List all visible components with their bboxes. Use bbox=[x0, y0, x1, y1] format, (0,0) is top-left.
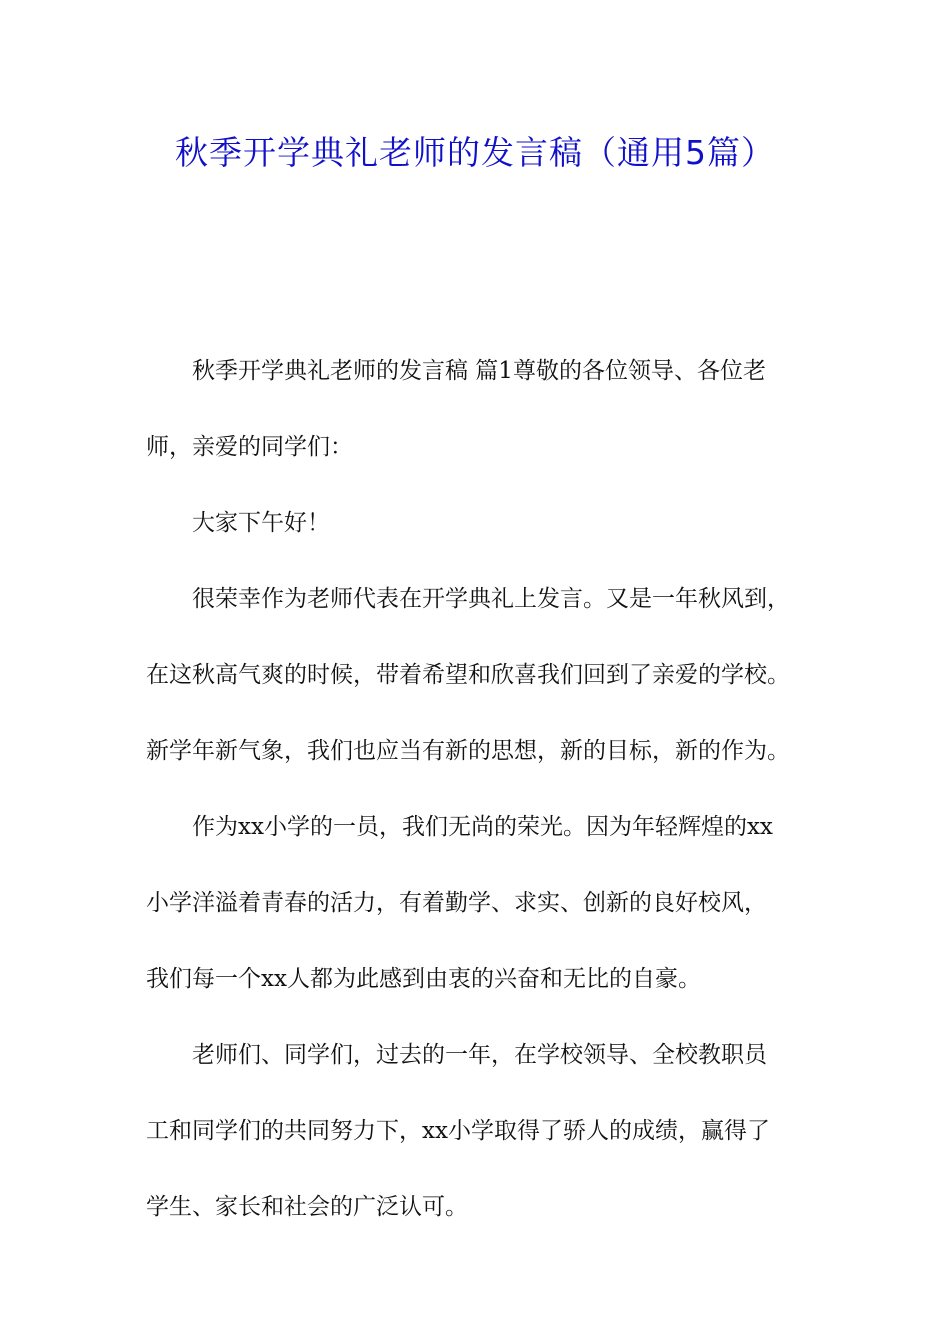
paragraph-3 bbox=[146, 561, 811, 789]
paragraph-line: 很荣幸作为老师代表在开学典礼上发言。又是一年秋风到， bbox=[192, 586, 790, 612]
paragraph-1 bbox=[146, 333, 811, 485]
paragraph-line: 小学洋溢着青春的活力，有着勤学、求实、创新的良好校风， bbox=[146, 890, 767, 916]
document-body bbox=[146, 333, 811, 1245]
paragraph-line: 师，亲爱的同学们： bbox=[146, 434, 353, 460]
paragraph-line: 我们每一个xx人都为此感到由衷的兴奋和无比的自豪。 bbox=[146, 966, 701, 992]
paragraph-line: 学生、家长和社会的广泛认可。 bbox=[146, 1194, 468, 1220]
paragraph-line: 工和同学们的共同努力下，xx小学取得了骄人的成绩，赢得了 bbox=[146, 1118, 770, 1144]
paragraph-line: 秋季开学典礼老师的发言稿 篇1尊敬的各位领导、各位老 bbox=[192, 358, 766, 384]
paragraph-2 bbox=[146, 485, 811, 561]
document-title: 秋季开学典礼老师的发言稿（通用5篇） bbox=[175, 133, 775, 172]
paragraph-line: 大家下午好！ bbox=[192, 510, 330, 536]
paragraph-line: 在这秋高气爽的时候，带着希望和欣喜我们回到了亲爱的学校。 bbox=[146, 662, 790, 688]
paragraph-line: 作为xx小学的一员，我们无尚的荣光。因为年轻辉煌的xx bbox=[192, 814, 773, 840]
paragraph-5 bbox=[146, 1017, 811, 1245]
paragraph-4 bbox=[146, 789, 811, 1017]
paragraph-line: 新学年新气象，我们也应当有新的思想，新的目标，新的作为。 bbox=[146, 738, 790, 764]
paragraph-line: 老师们、同学们，过去的一年，在学校领导、全校教职员 bbox=[192, 1042, 767, 1068]
